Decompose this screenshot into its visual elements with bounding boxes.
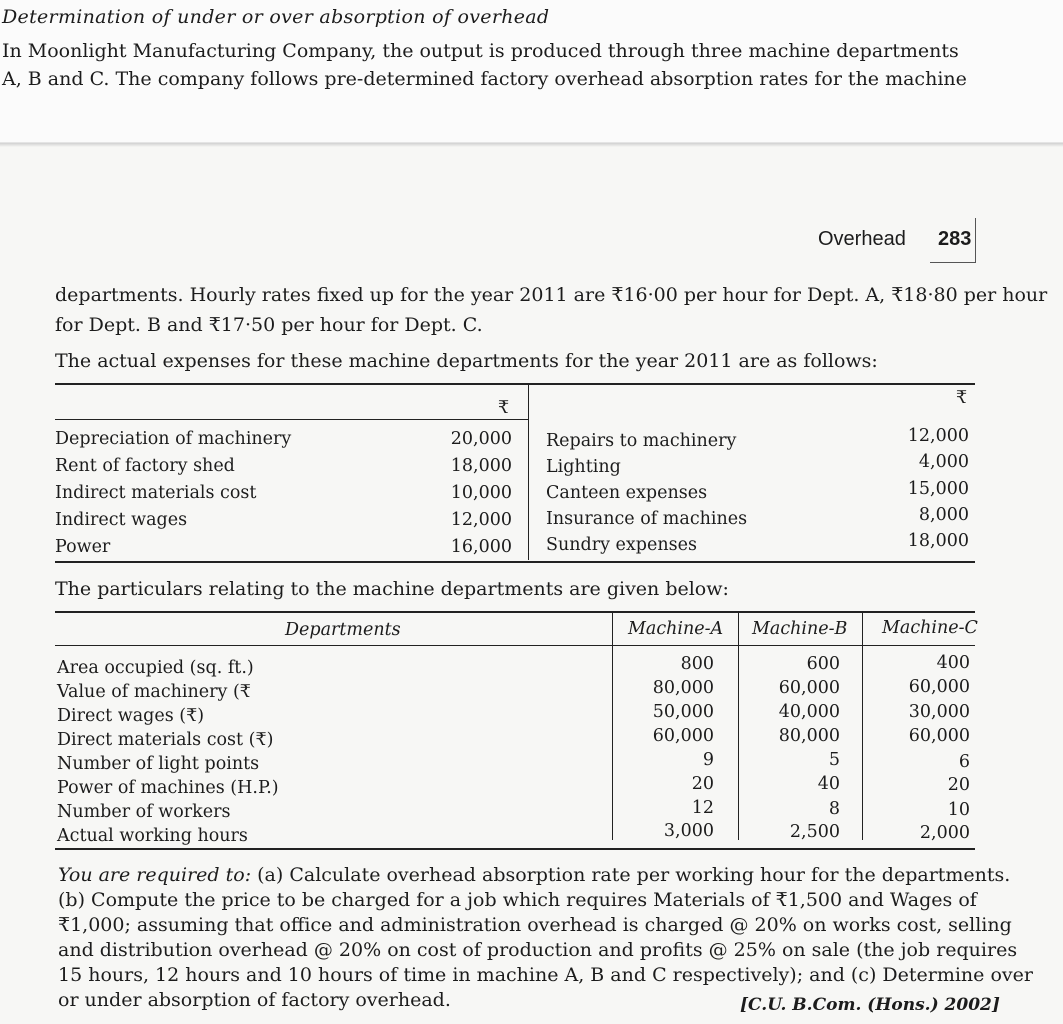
expense-right-amount: 18,000 (907, 531, 969, 551)
expense-left-label: Indirect wages (55, 510, 188, 530)
intro-line-3: The actual expenses for these machine departments for the year 2011 are as follows: (55, 350, 878, 372)
expenses-bottom-rule (55, 561, 975, 563)
particulars-row-label: Actual working hours (57, 826, 248, 846)
particulars-value-a: 3,000 (663, 821, 714, 841)
question-part-a: (a) Calculate overhead absorption rate per working hour for the departments. (251, 864, 1011, 886)
particulars-value-b: 60,000 (778, 678, 840, 698)
question-lead: You are required to: (58, 864, 252, 886)
particulars-row-label: Area occupied (sq. ft.) (57, 658, 254, 678)
particulars-value-b: 40,000 (778, 702, 840, 722)
expenses-header-rule (55, 419, 528, 420)
particulars-value-a: 12 (691, 798, 714, 818)
particulars-value-b: 8 (828, 799, 840, 819)
page-number: 283 (938, 228, 972, 250)
previous-page-strip (0, 0, 1063, 143)
running-head: Overhead (818, 228, 906, 250)
particulars-value-a: 80,000 (652, 678, 714, 698)
particulars-value-c: 60,000 (908, 677, 970, 697)
question-line-3: ₹1,000; assuming that office and administration overhead is charged @ 20% on works cost, selling (58, 914, 1012, 936)
expense-left-label: Depreciation of machinery (55, 429, 292, 449)
particulars-top-rule (55, 611, 975, 613)
expense-left-amount: 12,000 (450, 510, 512, 530)
particulars-header-rule (55, 645, 975, 646)
particulars-value-c: 6 (958, 752, 970, 772)
expense-left-amount: 10,000 (450, 483, 512, 503)
header-machine-c: Machine-C (882, 618, 978, 638)
particulars-row-label: Direct materials cost (₹) (57, 730, 274, 750)
expense-right-label: Repairs to machinery (546, 431, 737, 451)
expense-left-amount: 16,000 (450, 537, 512, 557)
expense-right-label: Insurance of machines (546, 509, 748, 529)
particulars-value-b: 2,500 (789, 822, 840, 842)
particulars-value-c: 400 (936, 653, 970, 673)
expense-right-amount: 4,000 (918, 452, 969, 472)
expense-right-amount: 15,000 (907, 479, 969, 499)
particulars-row-label: Number of light points (57, 754, 260, 774)
particulars-value-a: 800 (680, 654, 714, 674)
expenses-divider (528, 384, 529, 560)
particulars-value-b: 80,000 (778, 726, 840, 746)
question-reference: [C.U. B.Com. (Hons.) 2002] (740, 995, 1000, 1015)
expenses-top-rule (55, 383, 975, 385)
particulars-row-label: Value of machinery (₹ (57, 682, 251, 702)
question-line-4: and distribution overhead @ 20% on cost of production and profits @ 25% on sale (the job requires (58, 939, 1018, 961)
expense-right-label: Canteen expenses (546, 483, 708, 503)
particulars-row-label: Number of workers (57, 802, 231, 822)
particulars-value-c: 2,000 (919, 823, 970, 843)
particulars-value-c: 30,000 (908, 702, 970, 722)
expense-right-label: Lighting (546, 457, 621, 477)
expense-left-label: Power (55, 537, 111, 557)
expenses-currency-right: ₹ (956, 388, 968, 408)
previous-page-line-2: A, B and C. The company follows pre-determined factory overhead absorption rates for the machine (2, 68, 967, 90)
question-line-6: or under absorption of factory overhead. (58, 989, 451, 1011)
expense-left-label: Rent of factory shed (55, 456, 235, 476)
particulars-value-a: 20 (691, 774, 714, 794)
expenses-currency-left: ₹ (498, 398, 510, 418)
particulars-value-c: 60,000 (908, 726, 970, 746)
previous-page-title: Determination of under or over absorption of overhead (2, 6, 550, 28)
expense-right-amount: 12,000 (907, 426, 969, 446)
particulars-value-c: 10 (947, 800, 970, 820)
previous-page-line-1: In Moonlight Manufacturing Company, the output is produced through three machine departments (2, 40, 959, 62)
intro-line-2: for Dept. B and ₹17·50 per hour for Dept. C. (55, 314, 483, 336)
particulars-value-a: 9 (702, 750, 714, 770)
expense-left-amount: 20,000 (450, 429, 512, 449)
page-number-rule (975, 218, 976, 262)
particulars-value-a: 60,000 (652, 726, 714, 746)
particulars-divider-1 (612, 612, 613, 840)
question-line-5: 15 hours, 12 hours and 10 hours of time in machine A, B and C respectively); and (c) Determine over (58, 964, 1033, 986)
header-machine-b: Machine-B (752, 619, 848, 639)
particulars-row-label: Direct wages (₹) (57, 706, 205, 726)
expense-right-label: Sundry expenses (546, 535, 697, 555)
expense-right-amount: 8,000 (918, 505, 969, 525)
expense-left-label: Indirect materials cost (55, 483, 257, 503)
particulars-bottom-rule (55, 848, 975, 850)
particulars-value-b: 5 (828, 750, 840, 770)
intro-line-1: departments. Hourly rates fixed up for the year 2011 are ₹16·00 per hour for Dept. A, ₹18·80 per hour (55, 284, 1048, 306)
expense-left-amount: 18,000 (450, 456, 512, 476)
header-departments: Departments (285, 620, 401, 640)
header-machine-a: Machine-A (628, 619, 724, 639)
question-line-2: (b) Compute the price to be charged for a job which requires Materials of ₹1,500 and Wages of (58, 889, 977, 911)
particulars-divider-2 (738, 612, 739, 840)
particulars-value-b: 40 (817, 774, 840, 794)
particulars-value-a: 50,000 (652, 702, 714, 722)
particulars-divider-3 (862, 612, 863, 840)
page-edge-shadow (0, 143, 1063, 147)
question-line-1 (58, 864, 1010, 886)
particulars-value-c: 20 (947, 775, 970, 795)
page-number-underline (930, 262, 976, 263)
particulars-row-label: Power of machines (H.P.) (57, 778, 279, 798)
particulars-intro: The particulars relating to the machine departments are given below: (55, 578, 729, 600)
particulars-value-b: 600 (806, 654, 840, 674)
